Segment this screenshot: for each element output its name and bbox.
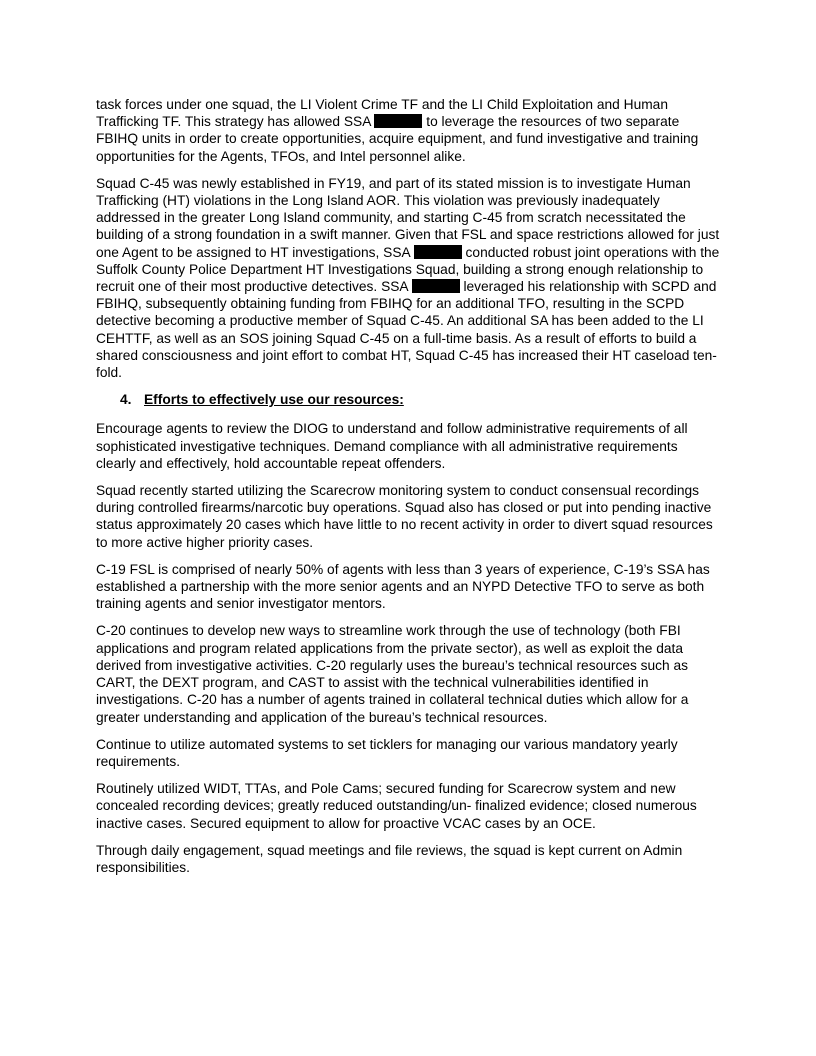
paragraph-task-forces bbox=[96, 96, 720, 165]
paragraph-squad-c45 bbox=[96, 175, 720, 381]
redaction-block bbox=[374, 114, 422, 128]
redaction-block bbox=[412, 279, 460, 293]
section-heading bbox=[120, 391, 720, 408]
paragraph-c19: C-19 FSL is comprised of nearly 50% of agents with less than 3 years of experience, C-19’s SSA has established a partnership with the more senior agents and an NYPD Detective TFO to serve as both training agents and senior investigator mentors. bbox=[96, 561, 710, 612]
paragraph-text: conducted robust joint operations with the Suffolk County Police Department HT Investigations Squad, building a strong enough relationship to recruit one of their most productive detectives. SSA bbox=[96, 244, 720, 295]
paragraph-c20: C-20 continues to develop new ways to streamline work through the use of technology (both FBI applications and program related applications from the private sector), as well as exploit the data derived from investigative activities. C-20 regularly uses the bureau’s technical resources such as CART, the DEXT program, and CAST to assist with the technical vulnerabilities identified in investigations. C-20 has a number of agents trained in collateral technical duties which allow for a greater understanding and application of the bureau’s technical resources. bbox=[96, 623, 689, 725]
redaction-block bbox=[414, 245, 462, 259]
paragraph-admin: Through daily engagement, squad meetings and file reviews, the squad is kept current on Admin responsibilities. bbox=[96, 842, 683, 875]
section-number: 4. bbox=[120, 392, 132, 408]
paragraph-widt: Routinely utilized WIDT, TTAs, and Pole Cams; secured funding for Scarecrow system and new concealed recording devices; greatly reduced outstanding/un- finalized evidence; closed numerous inactive cases. Secured equipment to allow for proactive VCAC cases by an OCE. bbox=[96, 781, 697, 831]
paragraph-scarecrow: Squad recently started utilizing the Scarecrow monitoring system to conduct consensual recordings during controlled firearms/narcotic buy operations. Squad also has closed or put into pending inactive status approximately 20 cases which have little to no recent activity in order to divert squad resources to more active higher priority cases. bbox=[96, 483, 713, 550]
paragraph-text: Squad C-45 was newly established in FY19, and part of its stated mission is to investigate Human Trafficking (HT) violations in the Long Island AOR. This violation was previously inadequately addressed in the greater Long Island community, and starting C-45 from scratch necessitated the building of a strong foundation in a swift manner. Given that FSL and space restrictions allowed for just one Agent to be assigned to HT investigations, SSA bbox=[96, 175, 720, 260]
paragraph-text: leveraged his relationship with SCPD and FBIHQ, subsequently obtaining funding from FBIHQ for an additional TFO, resulting in the SCPD detective becoming a productive member of Squad C-45. An additional SA has been added to the LI CEHTTF, as well as an SOS joining Squad C-45 on a full-time basis. As a result of efforts to build a shared consciousness and joint effort to combat HT, Squad C-45 has increased their HT caseload ten-fold. bbox=[96, 279, 717, 381]
paragraph-text: to leverage the resources of two separate FBIHQ units in order to create opportunities, acquire equipment, and fund investigative and training opportunities for the Agents, TFOs, and Intel personnel alike. bbox=[96, 114, 699, 164]
paragraph-ticklers: Continue to utilize automated systems to set ticklers for managing our various mandatory yearly requirements. bbox=[96, 736, 678, 769]
paragraph-diog: Encourage agents to review the DIOG to understand and follow administrative requirements of all sophisticated investigative techniques. Demand compliance with all administrative requirements clearly and effectively, hold accountable repeat offenders. bbox=[96, 421, 688, 471]
paragraph-text: task forces under one squad, the LI Violent Crime TF and the LI Child Exploitation and Human Trafficking TF. This strategy has allowed SSA bbox=[96, 97, 668, 130]
section-title: Efforts to effectively use our resources: bbox=[144, 392, 404, 408]
